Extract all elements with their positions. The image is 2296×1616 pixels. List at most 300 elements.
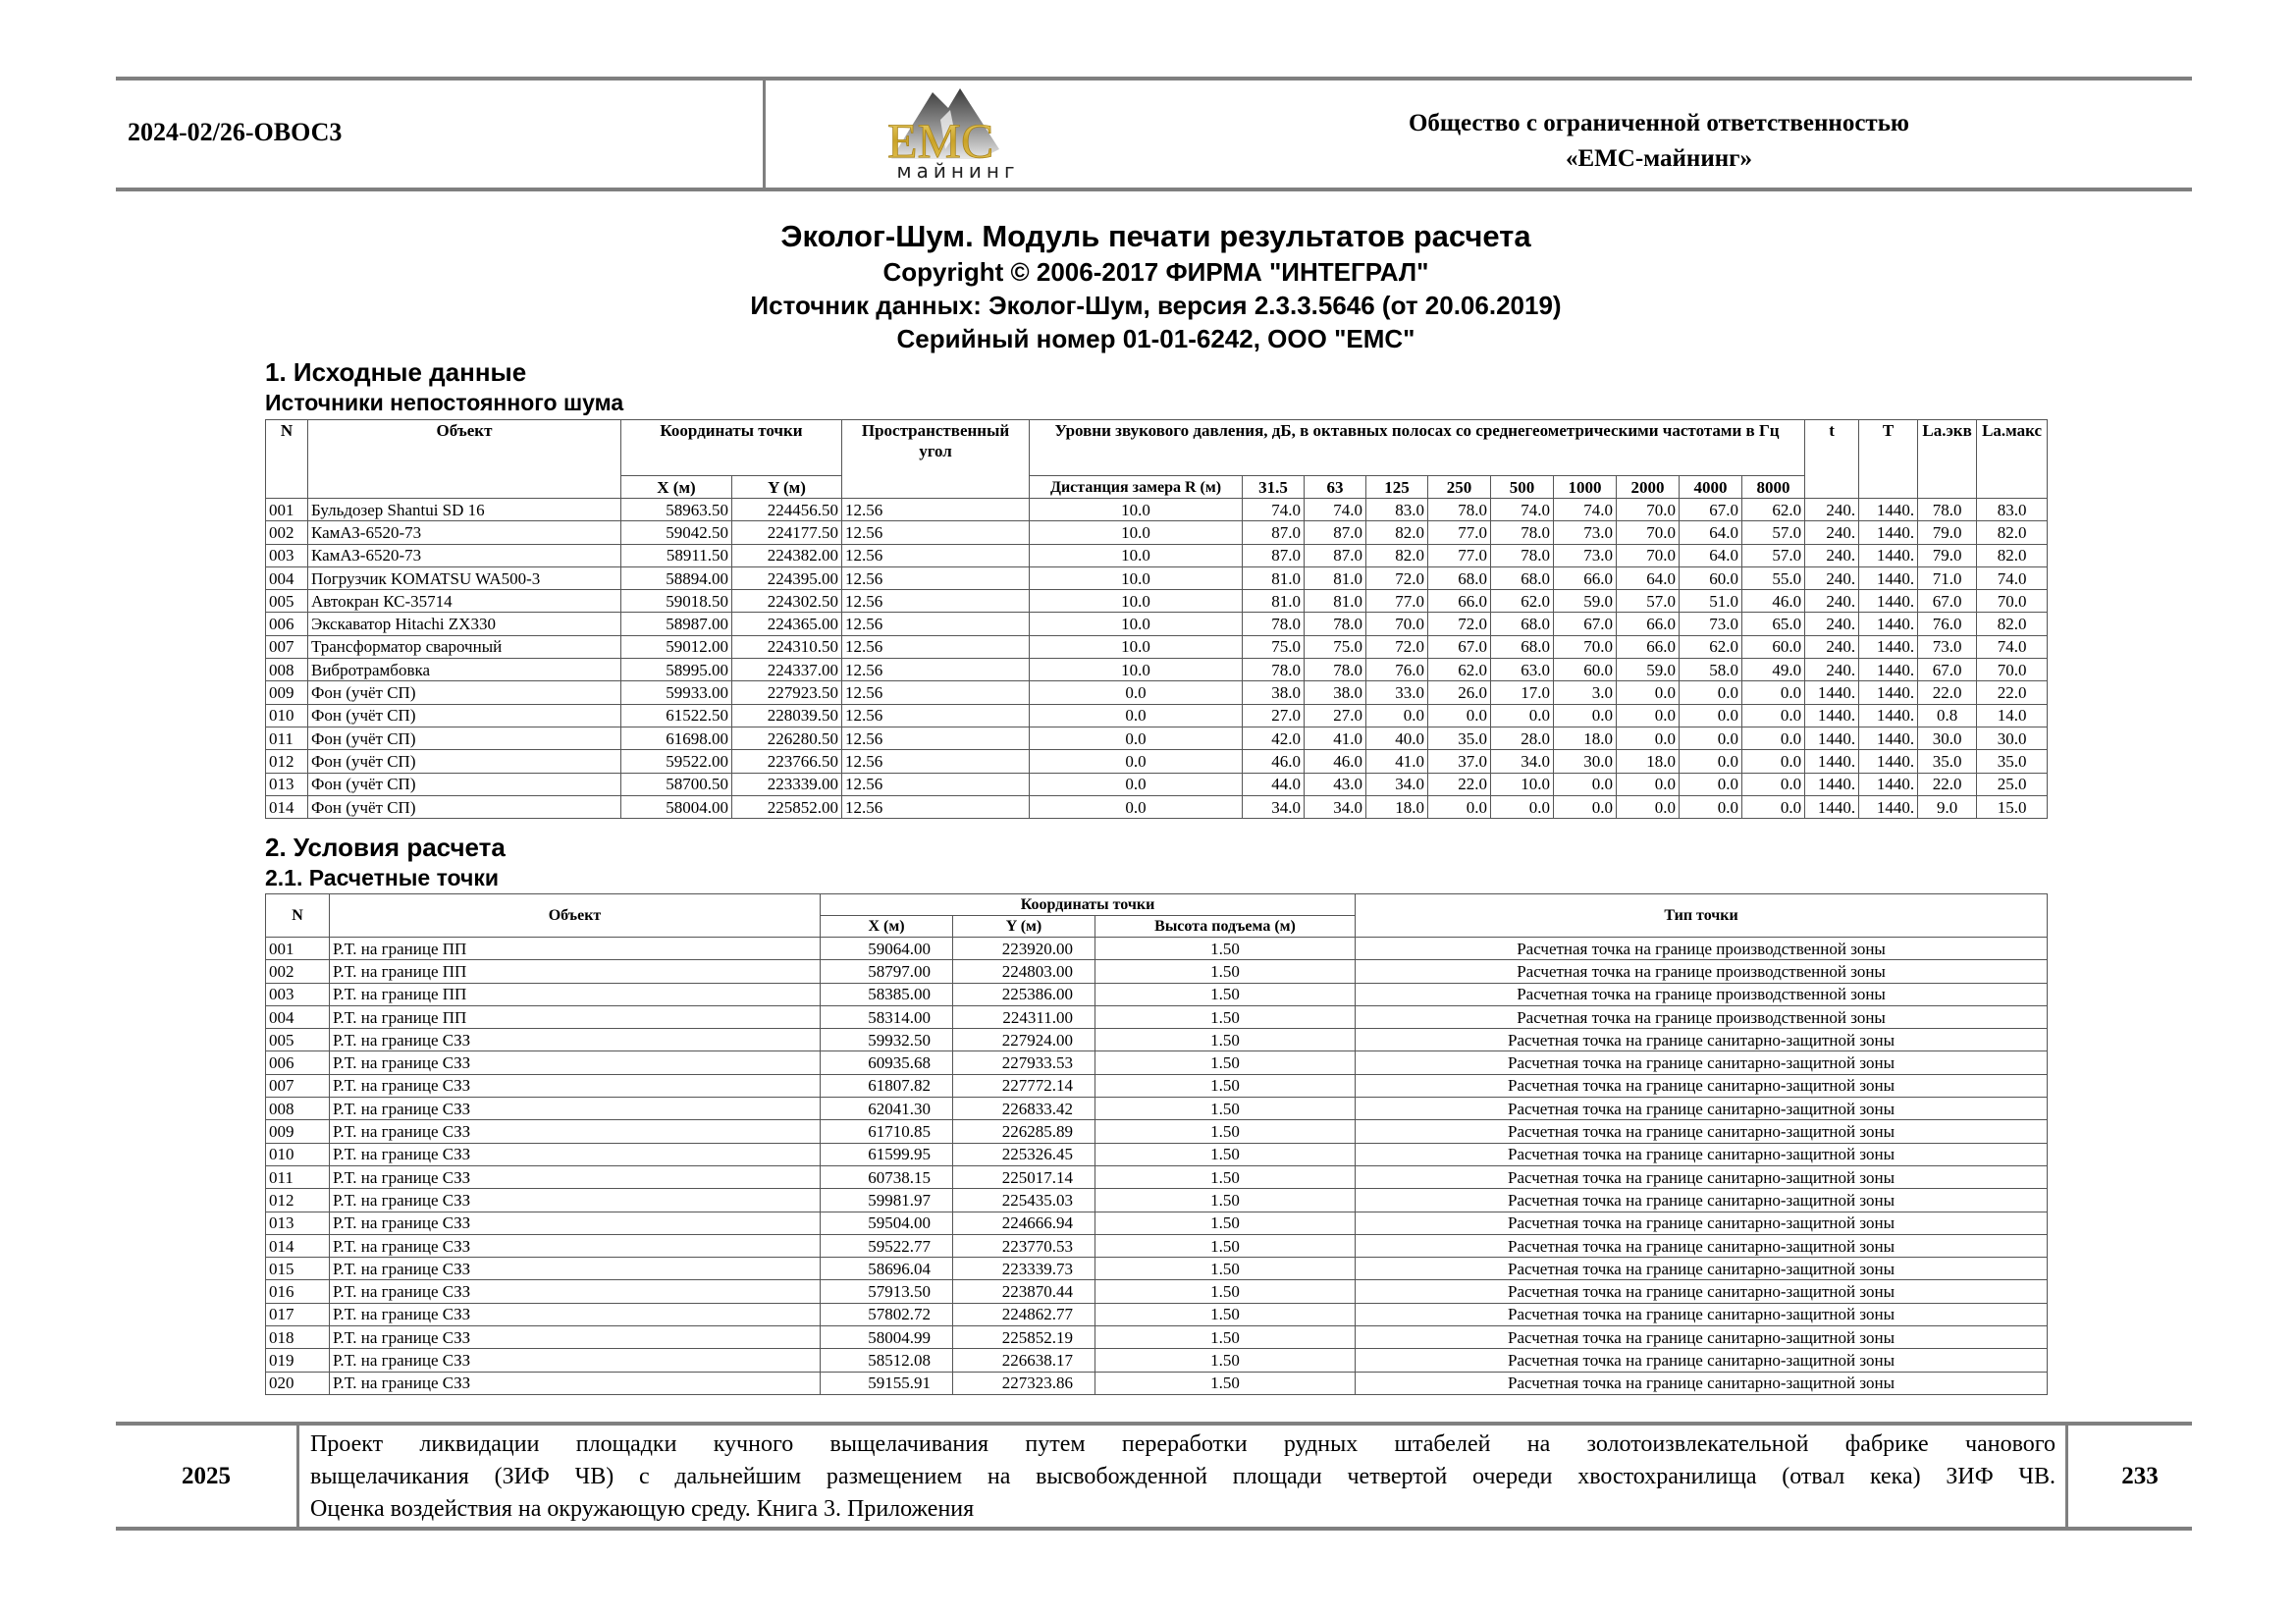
- cell-freq-level: 72.0: [1428, 613, 1491, 635]
- cell-la-max: 83.0: [1977, 499, 2048, 521]
- cell-freq-level: 74.0: [1305, 499, 1366, 521]
- cell-freq-level: 81.0: [1243, 566, 1305, 589]
- cell-la-eq: 76.0: [1918, 613, 1977, 635]
- cell-n: 018: [266, 1326, 330, 1349]
- col-header-freq-2000: 2000: [1617, 476, 1680, 499]
- cell-distance: 0.0: [1030, 750, 1243, 773]
- cell-freq-level: 38.0: [1305, 681, 1366, 704]
- cell-object: Р.Т. на границе СЗЗ: [330, 1303, 821, 1325]
- col-header-type: Тип точки: [1356, 894, 2048, 938]
- cell-y: 224803.00: [953, 960, 1095, 983]
- table-row: [266, 1005, 2048, 1028]
- table-row: [266, 1303, 2048, 1325]
- cell-object: Фон (учёт СП): [308, 750, 621, 773]
- cell-object: Р.Т. на границе СЗЗ: [330, 1212, 821, 1234]
- cell-x: 57913.50: [821, 1280, 953, 1303]
- cell-y: 223770.53: [953, 1234, 1095, 1257]
- cell-distance: 0.0: [1030, 727, 1243, 749]
- cell-freq-level: 17.0: [1491, 681, 1554, 704]
- cell-freq-level: 68.0: [1491, 635, 1554, 658]
- col-header-x: X (м): [621, 476, 732, 499]
- cell-n: 010: [266, 704, 308, 727]
- cell-y: 224311.00: [953, 1005, 1095, 1028]
- cell-freq-level: 75.0: [1243, 635, 1305, 658]
- cell-type: Расчетная точка на границе производственной зоны: [1356, 1005, 2048, 1028]
- cell-freq-level: 46.0: [1742, 590, 1805, 613]
- cell-x: 59933.00: [621, 681, 732, 704]
- cell-y: 225326.45: [953, 1143, 1095, 1165]
- cell-distance: 0.0: [1030, 795, 1243, 818]
- cell-height: 1.50: [1095, 1258, 1356, 1280]
- table-row: [266, 1258, 2048, 1280]
- cell-y: 225435.03: [953, 1189, 1095, 1212]
- cell-la-eq: 79.0: [1918, 544, 1977, 566]
- table-row: [266, 983, 2048, 1005]
- col-header-freq-4000: 4000: [1680, 476, 1742, 499]
- cell-object: Р.Т. на границе СЗЗ: [330, 1051, 821, 1074]
- cell-la-max: 35.0: [1977, 750, 2048, 773]
- cell-freq-level: 67.0: [1554, 613, 1617, 635]
- col-header-freq-1000: 1000: [1554, 476, 1617, 499]
- cell-freq-level: 18.0: [1617, 750, 1680, 773]
- cell-freq-level: 0.0: [1680, 704, 1742, 727]
- cell-freq-level: 75.0: [1305, 635, 1366, 658]
- copyright-line: Copyright © 2006-2017 ФИРМА "ИНТЕГРАЛ": [882, 257, 1429, 287]
- table-row: [266, 1143, 2048, 1165]
- cell-n: 002: [266, 960, 330, 983]
- cell-y: 227924.00: [953, 1029, 1095, 1051]
- cell-la-max: 82.0: [1977, 521, 2048, 544]
- cell-freq-level: 62.0: [1680, 635, 1742, 658]
- cell-freq-level: 10.0: [1491, 773, 1554, 795]
- cell-la-eq: 71.0: [1918, 566, 1977, 589]
- cell-type: Расчетная точка на границе санитарно-защитной зоны: [1356, 1372, 2048, 1394]
- cell-x: 59932.50: [821, 1029, 953, 1051]
- cell-la-eq: 79.0: [1918, 521, 1977, 544]
- cell-freq-level: 77.0: [1428, 544, 1491, 566]
- cell-height: 1.50: [1095, 938, 1356, 960]
- table-row: [266, 1051, 2048, 1074]
- section-2-1-subheading: 2.1. Расчетные точки: [265, 865, 500, 890]
- table-row: [266, 727, 2048, 749]
- table-row: [266, 1189, 2048, 1212]
- cell-type: Расчетная точка на границе санитарно-защитной зоны: [1356, 1074, 2048, 1097]
- cell-t: 1440.: [1805, 681, 1859, 704]
- col-header-la-max: La.макс: [1977, 420, 2048, 499]
- cell-x: 58700.50: [621, 773, 732, 795]
- cell-type: Расчетная точка на границе санитарно-защитной зоны: [1356, 1349, 2048, 1372]
- cell-n: 011: [266, 1165, 330, 1188]
- cell-y: 224395.00: [732, 566, 842, 589]
- section-1-subheading: Источники непостоянного шума: [265, 390, 624, 415]
- cell-t: 1440.: [1805, 704, 1859, 727]
- cell-freq-level: 73.0: [1554, 544, 1617, 566]
- cell-type: Расчетная точка на границе санитарно-защитной зоны: [1356, 1189, 2048, 1212]
- cell-height: 1.50: [1095, 1074, 1356, 1097]
- cell-type: Расчетная точка на границе санитарно-защитной зоны: [1356, 1280, 2048, 1303]
- cell-type: Расчетная точка на границе санитарно-защитной зоны: [1356, 1258, 2048, 1280]
- cell-height: 1.50: [1095, 1029, 1356, 1051]
- cell-x: 58385.00: [821, 983, 953, 1005]
- cell-t: 240.: [1805, 590, 1859, 613]
- cell-freq-level: 64.0: [1617, 566, 1680, 589]
- document-code: 2024-02/26-ОВОС3: [128, 118, 343, 146]
- cell-la-eq: 30.0: [1918, 727, 1977, 749]
- cell-y: 223920.00: [953, 938, 1095, 960]
- cell-T: 1440.: [1859, 659, 1918, 681]
- col-header-la-eq: La.экв: [1918, 420, 1977, 499]
- cell-freq-level: 0.0: [1366, 704, 1428, 727]
- cell-n: 009: [266, 681, 308, 704]
- table-row: [266, 635, 2048, 658]
- cell-la-max: 70.0: [1977, 659, 2048, 681]
- cell-distance: 10.0: [1030, 635, 1243, 658]
- cell-distance: 10.0: [1030, 613, 1243, 635]
- col-header-n: N: [266, 894, 330, 938]
- footer-text-line: выщелачикания (ЗИФ ЧВ) с дальнейшим размещением на высвобожденной площади четвертой очереди хвостохранилища (отвал кека) ЗИФ ЧВ.: [310, 1464, 2056, 1489]
- cell-freq-level: 87.0: [1305, 521, 1366, 544]
- cell-object: Экскаватор Hitachi ZX330: [308, 613, 621, 635]
- cell-height: 1.50: [1095, 1372, 1356, 1394]
- cell-freq-level: 63.0: [1491, 659, 1554, 681]
- cell-y: 226638.17: [953, 1349, 1095, 1372]
- cell-n: 007: [266, 1074, 330, 1097]
- cell-type: Расчетная точка на границе санитарно-защитной зоны: [1356, 1120, 2048, 1143]
- cell-la-eq: 22.0: [1918, 681, 1977, 704]
- cell-angle: 12.56: [842, 566, 1030, 589]
- col-header-T: T: [1859, 420, 1918, 499]
- cell-freq-level: 0.0: [1491, 795, 1554, 818]
- cell-angle: 12.56: [842, 659, 1030, 681]
- cell-x: 60935.68: [821, 1051, 953, 1074]
- cell-T: 1440.: [1859, 566, 1918, 589]
- col-header-x: X (м): [821, 916, 953, 938]
- cell-freq-level: 78.0: [1305, 659, 1366, 681]
- cell-object: Р.Т. на границе ПП: [330, 1005, 821, 1028]
- cell-object: Бульдозер Shantui SD 16: [308, 499, 621, 521]
- cell-x: 58894.00: [621, 566, 732, 589]
- cell-T: 1440.: [1859, 521, 1918, 544]
- cell-freq-level: 0.0: [1428, 795, 1491, 818]
- table-row: [266, 1326, 2048, 1349]
- table-row: [266, 1029, 2048, 1051]
- cell-n: 004: [266, 566, 308, 589]
- cell-T: 1440.: [1859, 704, 1918, 727]
- cell-freq-level: 60.0: [1742, 635, 1805, 658]
- footer-text-line: Оценка воздействия на окружающую среду. Книга 3. Приложения: [310, 1496, 975, 1522]
- cell-freq-level: 78.0: [1243, 659, 1305, 681]
- cell-object: Р.Т. на границе СЗЗ: [330, 1258, 821, 1280]
- table-row: [266, 544, 2048, 566]
- svg-text:EMC: EMC: [887, 113, 994, 168]
- cell-angle: 12.56: [842, 704, 1030, 727]
- cell-freq-level: 0.0: [1617, 773, 1680, 795]
- cell-freq-level: 74.0: [1554, 499, 1617, 521]
- cell-freq-level: 46.0: [1305, 750, 1366, 773]
- cell-angle: 12.56: [842, 613, 1030, 635]
- cell-n: 006: [266, 1051, 330, 1074]
- cell-freq-level: 35.0: [1428, 727, 1491, 749]
- cell-T: 1440.: [1859, 613, 1918, 635]
- cell-freq-level: 30.0: [1554, 750, 1617, 773]
- cell-freq-level: 65.0: [1742, 613, 1805, 635]
- cell-freq-level: 55.0: [1742, 566, 1805, 589]
- cell-distance: 10.0: [1030, 566, 1243, 589]
- cell-n: 012: [266, 750, 308, 773]
- cell-freq-level: 0.0: [1742, 773, 1805, 795]
- cell-y: 227772.14: [953, 1074, 1095, 1097]
- cell-type: Расчетная точка на границе санитарно-защитной зоны: [1356, 1165, 2048, 1188]
- cell-angle: 12.56: [842, 727, 1030, 749]
- cell-freq-level: 77.0: [1428, 521, 1491, 544]
- cell-freq-level: 74.0: [1491, 499, 1554, 521]
- cell-freq-level: 78.0: [1491, 544, 1554, 566]
- table-row: [266, 1372, 2048, 1394]
- cell-freq-level: 0.0: [1680, 773, 1742, 795]
- cell-object: Р.Т. на границе ПП: [330, 938, 821, 960]
- cell-y: 225852.00: [732, 795, 842, 818]
- col-header-object: Объект: [308, 420, 621, 499]
- cell-freq-level: 70.0: [1617, 499, 1680, 521]
- cell-freq-level: 27.0: [1305, 704, 1366, 727]
- cell-object: Фон (учёт СП): [308, 681, 621, 704]
- cell-la-max: 25.0: [1977, 773, 2048, 795]
- cell-type: Расчетная точка на границе санитарно-защитной зоны: [1356, 1029, 2048, 1051]
- footer-top-rule: [116, 1422, 2192, 1426]
- cell-freq-level: 66.0: [1617, 635, 1680, 658]
- cell-height: 1.50: [1095, 1280, 1356, 1303]
- cell-n: 001: [266, 938, 330, 960]
- company-logo: [862, 81, 1048, 187]
- cell-y: 226285.89: [953, 1120, 1095, 1143]
- cell-object: Погрузчик KOMATSU WA500-3: [308, 566, 621, 589]
- cell-distance: 10.0: [1030, 499, 1243, 521]
- cell-height: 1.50: [1095, 1189, 1356, 1212]
- cell-n: 003: [266, 983, 330, 1005]
- cell-freq-level: 66.0: [1428, 590, 1491, 613]
- cell-object: Р.Т. на границе СЗЗ: [330, 1098, 821, 1120]
- cell-freq-level: 78.0: [1491, 521, 1554, 544]
- cell-freq-level: 0.0: [1742, 704, 1805, 727]
- table-row: [266, 521, 2048, 544]
- table-row: [266, 795, 2048, 818]
- cell-y: 227933.53: [953, 1051, 1095, 1074]
- table-row: [266, 1074, 2048, 1097]
- cell-freq-level: 37.0: [1428, 750, 1491, 773]
- cell-T: 1440.: [1859, 795, 1918, 818]
- cell-la-max: 74.0: [1977, 635, 2048, 658]
- cell-t: 240.: [1805, 521, 1859, 544]
- cell-T: 1440.: [1859, 727, 1918, 749]
- table-row: [266, 938, 2048, 960]
- cell-x: 62041.30: [821, 1098, 953, 1120]
- cell-y: 223870.44: [953, 1280, 1095, 1303]
- cell-la-eq: 35.0: [1918, 750, 1977, 773]
- cell-freq-level: 74.0: [1243, 499, 1305, 521]
- cell-distance: 0.0: [1030, 681, 1243, 704]
- cell-freq-level: 0.0: [1680, 795, 1742, 818]
- cell-freq-level: 67.0: [1680, 499, 1742, 521]
- cell-la-max: 15.0: [1977, 795, 2048, 818]
- cell-n: 009: [266, 1120, 330, 1143]
- cell-height: 1.50: [1095, 1120, 1356, 1143]
- table-row: [266, 566, 2048, 589]
- cell-T: 1440.: [1859, 499, 1918, 521]
- page-number: 233: [2121, 1463, 2159, 1489]
- cell-freq-level: 82.0: [1366, 521, 1428, 544]
- section-2-heading: 2. Условия расчета: [265, 833, 506, 862]
- cell-x: 58987.00: [621, 613, 732, 635]
- logo-subtitle: майнинг: [896, 159, 1020, 183]
- cell-t: 1440.: [1805, 750, 1859, 773]
- cell-freq-level: 83.0: [1366, 499, 1428, 521]
- col-header-coords: Координаты точки: [621, 420, 842, 476]
- cell-object: Р.Т. на границе СЗЗ: [330, 1189, 821, 1212]
- cell-n: 003: [266, 544, 308, 566]
- cell-x: 59012.00: [621, 635, 732, 658]
- col-header-freq-250: 250: [1428, 476, 1491, 499]
- cell-object: Фон (учёт СП): [308, 727, 621, 749]
- cell-la-max: 82.0: [1977, 544, 2048, 566]
- header-divider: [763, 79, 766, 189]
- cell-freq-level: 0.0: [1742, 681, 1805, 704]
- cell-la-eq: 9.0: [1918, 795, 1977, 818]
- cell-height: 1.50: [1095, 1165, 1356, 1188]
- cell-type: Расчетная точка на границе санитарно-защитной зоны: [1356, 1051, 2048, 1074]
- cell-angle: 12.56: [842, 773, 1030, 795]
- cell-y: 223339.73: [953, 1258, 1095, 1280]
- cell-n: 008: [266, 659, 308, 681]
- cell-n: 016: [266, 1280, 330, 1303]
- cell-n: 007: [266, 635, 308, 658]
- cell-y: 224365.00: [732, 613, 842, 635]
- serial-number-line: Серийный номер 01-01-6242, ООО "ЕМС": [896, 324, 1415, 353]
- cell-freq-level: 72.0: [1366, 566, 1428, 589]
- cell-object: Р.Т. на границе СЗЗ: [330, 1074, 821, 1097]
- organization-name: [1276, 106, 2042, 177]
- table-row: [266, 1098, 2048, 1120]
- cell-object: Трансформатор сварочный: [308, 635, 621, 658]
- cell-object: Р.Т. на границе СЗЗ: [330, 1143, 821, 1165]
- cell-freq-level: 0.0: [1617, 727, 1680, 749]
- cell-object: КамАЗ-6520-73: [308, 544, 621, 566]
- cell-freq-level: 59.0: [1554, 590, 1617, 613]
- cell-freq-level: 64.0: [1680, 544, 1742, 566]
- cell-freq-level: 18.0: [1554, 727, 1617, 749]
- cell-object: Р.Т. на границе ПП: [330, 960, 821, 983]
- cell-height: 1.50: [1095, 1098, 1356, 1120]
- cell-height: 1.50: [1095, 1212, 1356, 1234]
- cell-angle: 12.56: [842, 635, 1030, 658]
- table-row: [266, 704, 2048, 727]
- cell-freq-level: 0.0: [1680, 750, 1742, 773]
- cell-freq-level: 0.0: [1554, 704, 1617, 727]
- cell-x: 58004.99: [821, 1326, 953, 1349]
- cell-freq-level: 51.0: [1680, 590, 1742, 613]
- cell-t: 240.: [1805, 499, 1859, 521]
- col-header-n: N: [266, 420, 308, 499]
- col-header-y: Y (м): [732, 476, 842, 499]
- cell-height: 1.50: [1095, 983, 1356, 1005]
- col-header-height: Высота подъема (м): [1095, 916, 1356, 938]
- cell-y: 224310.50: [732, 635, 842, 658]
- cell-n: 017: [266, 1303, 330, 1325]
- calculation-points-table: [265, 893, 2048, 1395]
- cell-y: 225017.14: [953, 1165, 1095, 1188]
- cell-freq-level: 62.0: [1491, 590, 1554, 613]
- cell-freq-level: 87.0: [1243, 544, 1305, 566]
- cell-freq-level: 41.0: [1366, 750, 1428, 773]
- cell-object: Р.Т. на границе СЗЗ: [330, 1349, 821, 1372]
- cell-n: 001: [266, 499, 308, 521]
- cell-height: 1.50: [1095, 1143, 1356, 1165]
- cell-freq-level: 87.0: [1243, 521, 1305, 544]
- cell-object: Р.Т. на границе СЗЗ: [330, 1326, 821, 1349]
- organization-line-1: Общество с ограниченной ответственностью: [1408, 110, 1910, 136]
- cell-x: 58963.50: [621, 499, 732, 521]
- cell-n: 019: [266, 1349, 330, 1372]
- cell-freq-level: 0.0: [1617, 795, 1680, 818]
- cell-la-max: 22.0: [1977, 681, 2048, 704]
- col-header-freq-8000: 8000: [1742, 476, 1805, 499]
- cell-y: 224337.00: [732, 659, 842, 681]
- header-bottom-rule: [116, 188, 2192, 191]
- cell-y: 225386.00: [953, 983, 1095, 1005]
- cell-x: 61710.85: [821, 1120, 953, 1143]
- cell-freq-level: 0.0: [1742, 795, 1805, 818]
- col-header-t: t: [1805, 420, 1859, 499]
- cell-object: Р.Т. на границе СЗЗ: [330, 1120, 821, 1143]
- cell-x: 59018.50: [621, 590, 732, 613]
- cell-freq-level: 18.0: [1366, 795, 1428, 818]
- cell-y: 225852.19: [953, 1326, 1095, 1349]
- cell-n: 002: [266, 521, 308, 544]
- cell-x: 58911.50: [621, 544, 732, 566]
- cell-freq-level: 27.0: [1243, 704, 1305, 727]
- cell-x: 61807.82: [821, 1074, 953, 1097]
- cell-object: КамАЗ-6520-73: [308, 521, 621, 544]
- col-header-levels: Уровни звукового давления, дБ, в октавных полосах со среднегеометрическими частотами в Гц: [1030, 420, 1805, 476]
- cell-object: Вибротрамбовка: [308, 659, 621, 681]
- col-header-freq-125: 125: [1366, 476, 1428, 499]
- cell-x: 59155.91: [821, 1372, 953, 1394]
- cell-x: 58995.00: [621, 659, 732, 681]
- cell-type: Расчетная точка на границе санитарно-защитной зоны: [1356, 1098, 2048, 1120]
- cell-y: 224456.50: [732, 499, 842, 521]
- cell-freq-level: 28.0: [1491, 727, 1554, 749]
- cell-height: 1.50: [1095, 1349, 1356, 1372]
- cell-x: 58512.08: [821, 1349, 953, 1372]
- report-title-block: [265, 218, 2047, 355]
- cell-freq-level: 46.0: [1243, 750, 1305, 773]
- cell-freq-level: 0.0: [1617, 704, 1680, 727]
- cell-freq-level: 41.0: [1305, 727, 1366, 749]
- cell-t: 1440.: [1805, 795, 1859, 818]
- cell-freq-level: 0.0: [1491, 704, 1554, 727]
- cell-type: Расчетная точка на границе производственной зоны: [1356, 960, 2048, 983]
- cell-n: 013: [266, 773, 308, 795]
- cell-freq-level: 59.0: [1617, 659, 1680, 681]
- cell-freq-level: 66.0: [1554, 566, 1617, 589]
- cell-x: 59504.00: [821, 1212, 953, 1234]
- cell-height: 1.50: [1095, 1051, 1356, 1074]
- cell-freq-level: 38.0: [1243, 681, 1305, 704]
- cell-freq-level: 0.0: [1742, 727, 1805, 749]
- cell-freq-level: 0.0: [1680, 681, 1742, 704]
- cell-freq-level: 76.0: [1366, 659, 1428, 681]
- cell-t: 240.: [1805, 566, 1859, 589]
- cell-freq-level: 62.0: [1428, 659, 1491, 681]
